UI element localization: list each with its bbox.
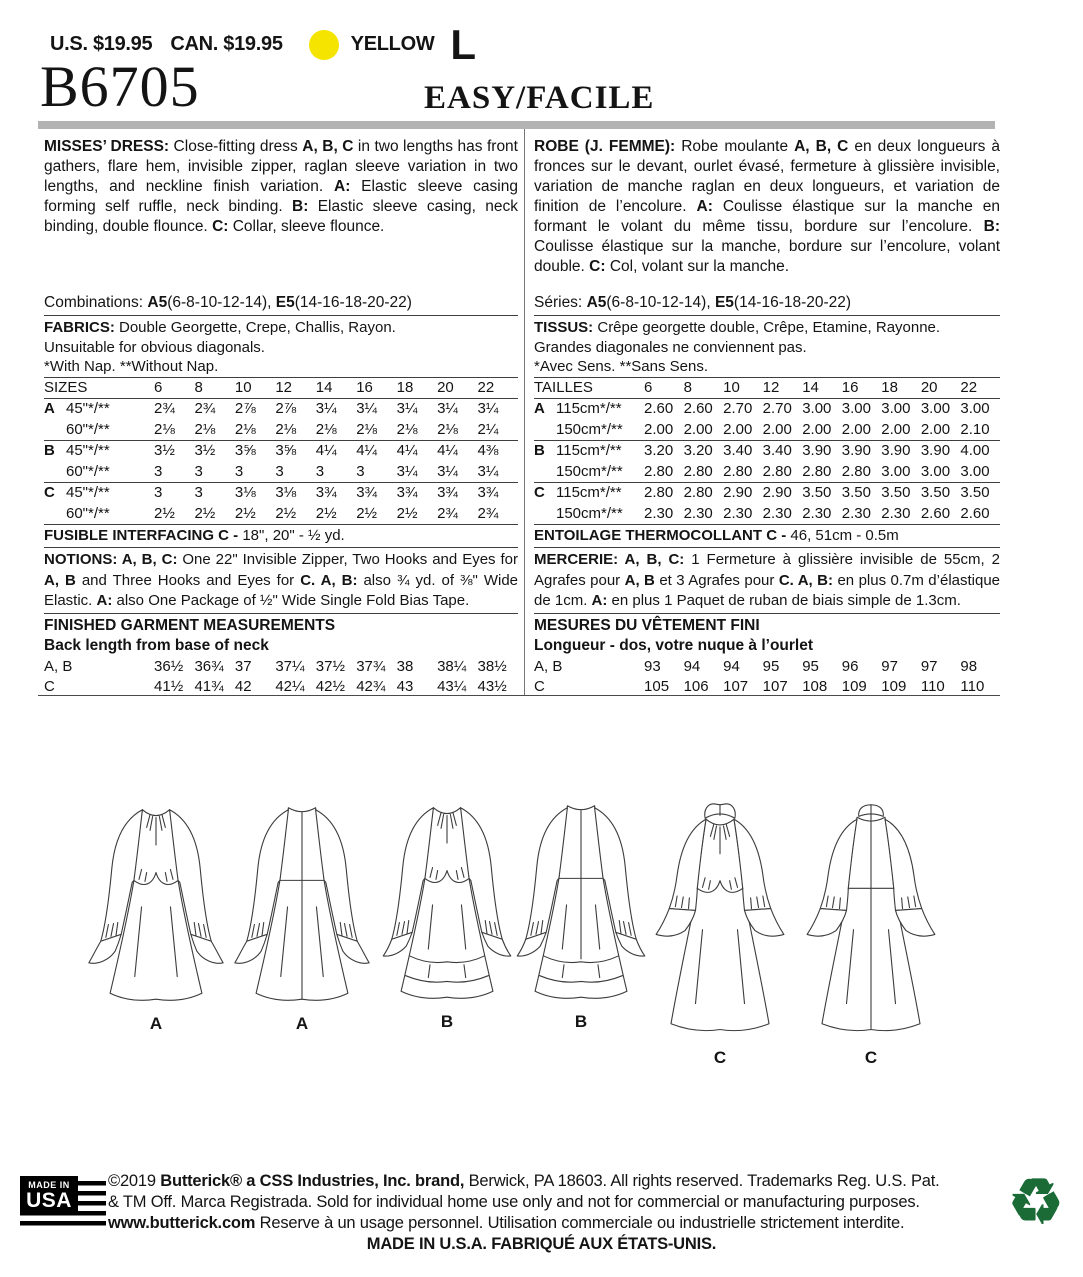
table-cell: 2.00 bbox=[683, 420, 713, 438]
dress-figure-b-front bbox=[379, 792, 515, 1032]
table-cell: 2⅛ bbox=[194, 420, 216, 438]
table-cell: 2.60 bbox=[960, 504, 990, 522]
table-cell: 3½ bbox=[154, 442, 175, 459]
table-cell: 2½ bbox=[356, 504, 378, 522]
table-cell: 43 bbox=[396, 678, 414, 695]
table-cell: 2.70 bbox=[762, 400, 792, 417]
table-cell: 3.50 bbox=[920, 484, 951, 501]
table-cell: 3 bbox=[154, 484, 163, 501]
table-cell: 109 bbox=[841, 678, 867, 695]
table-cell: 2.30 bbox=[802, 504, 832, 522]
fusible-interfacing-en: FUSIBLE INTERFACING C - 18", 20" - ½ yd. bbox=[44, 527, 345, 544]
yardage-table-fr bbox=[534, 377, 1000, 526]
table-cell: 4¼ bbox=[396, 442, 418, 459]
table-cell: 2.80 bbox=[683, 484, 713, 501]
difficulty-label: EASY/FACILE bbox=[424, 80, 655, 116]
table-cell: 8 bbox=[194, 378, 203, 396]
mesures-sub-fr: Longueur - dos, votre nuque à l’ourlet bbox=[534, 637, 814, 654]
pattern-number: B6705 bbox=[40, 54, 200, 119]
french-column bbox=[534, 137, 1000, 698]
table-cell: 94 bbox=[683, 657, 701, 675]
table-cell: A bbox=[44, 400, 55, 417]
table-cell: 2.70 bbox=[723, 400, 753, 417]
table-cell: 3⅝ bbox=[275, 442, 297, 459]
table-cell: 3⅛ bbox=[275, 484, 297, 501]
finished-table-en bbox=[44, 657, 518, 698]
table-cell: 106 bbox=[683, 678, 709, 695]
table-cell: 2.90 bbox=[762, 484, 792, 501]
table-cell: 12 bbox=[275, 378, 293, 396]
table-cell: 2.00 bbox=[723, 420, 753, 438]
color-name: YELLOW bbox=[350, 33, 435, 56]
table-cell: 3 bbox=[234, 462, 244, 480]
description-en: MISSES’ DRESS: Close-fitting dress A, B, C in two lengths has front gathers, flare hem, invisible zipper, raglan sleeve variation in two lengths, and neckline finish variation. A: Elastic sleeve casing forming self ruffle, neck binding. B: Elastic sleeve casing, neck binding, double flounce. C: Collar, sleeve flounce. bbox=[44, 138, 518, 235]
table-cell: 2.80 bbox=[723, 462, 753, 480]
table-cell: 18 bbox=[881, 378, 898, 396]
badge-line1: MADE IN bbox=[28, 1180, 70, 1190]
table-cell: 3.90 bbox=[881, 442, 911, 459]
table-cell: 2⅛ bbox=[234, 420, 256, 438]
table-cell: 107 bbox=[762, 678, 788, 695]
table-cell: 3.50 bbox=[802, 484, 832, 501]
table-cell bbox=[44, 504, 66, 525]
table-cell: 96 bbox=[841, 657, 859, 675]
table-cell: 2½ bbox=[315, 504, 337, 522]
table-cell: 2.00 bbox=[644, 420, 674, 438]
table-cell bbox=[44, 420, 66, 441]
table-cell: 95 bbox=[762, 657, 780, 675]
dress-line-art bbox=[513, 792, 649, 1006]
table-cell: 3 bbox=[356, 462, 365, 480]
table-cell: 3¼ bbox=[396, 400, 418, 417]
table-cell bbox=[534, 420, 556, 441]
table-cell: 3 bbox=[275, 462, 284, 480]
table-cell: 37 bbox=[234, 657, 252, 675]
table-cell: C bbox=[44, 678, 55, 695]
table-cell: 2¾ bbox=[477, 504, 499, 522]
table-cell: 4¼ bbox=[437, 442, 458, 459]
table-cell: 2⅛ bbox=[315, 420, 337, 438]
table-cell: 2.00 bbox=[762, 420, 792, 438]
table-cell: 3.40 bbox=[723, 442, 753, 459]
made-in-usa-badge bbox=[20, 1176, 106, 1232]
table-cell: 8 bbox=[683, 378, 692, 396]
table-cell: 3⅛ bbox=[234, 484, 256, 501]
table-cell: 3¾ bbox=[396, 484, 418, 501]
table-cell: 3.20 bbox=[644, 442, 674, 459]
table-cell: 2½ bbox=[275, 504, 297, 522]
table-cell: 3¼ bbox=[356, 400, 378, 417]
rule bbox=[44, 613, 518, 614]
table-cell: 42¼ bbox=[275, 678, 305, 695]
table-cell: 4⅜ bbox=[477, 442, 499, 459]
series-fr: Séries: A5(6-8-10-12-14), E5(14-16-18-20-22) bbox=[534, 294, 852, 311]
mesures-title-fr: MESURES DU VÊTEMENT FINI bbox=[534, 616, 760, 634]
table-cell: 3.00 bbox=[802, 400, 832, 417]
table-cell: 2.00 bbox=[881, 420, 911, 438]
dress-line-art bbox=[234, 794, 370, 1008]
description-fr: ROBE (J. FEMME): Robe moulante A, B, C en deux longueurs à fronces sur le devant, ourlet évasé, fermeture à glissière invisible, variation de manche raglan en deux longueurs, et variation de finition de l’encolure. A: Coulisse élastique sur la manche en formant le volant du même tissu, bordure sur l’encolure. B: Coulisse élastique sur la manche, bordure sur l’encolure, volant double. C: Col, volant sur la manche. bbox=[534, 138, 1000, 275]
table-cell: 10 bbox=[234, 378, 252, 396]
usa-flag-block bbox=[20, 1176, 78, 1214]
table-cell: 20 bbox=[920, 378, 938, 396]
table-cell: 97 bbox=[920, 657, 938, 675]
table-cell: 115cm*/** bbox=[556, 400, 622, 417]
table-cell: 2.80 bbox=[841, 462, 871, 480]
copyright-line3: www.butterick.com Reserve à un usage personnel. Utilisation commerciale ou industrielle strictement interdite. bbox=[108, 1214, 905, 1232]
table-cell: A bbox=[534, 400, 545, 417]
table-cell: 4¼ bbox=[356, 442, 378, 459]
table-cell: 2½ bbox=[194, 504, 216, 522]
table-cell: 16 bbox=[356, 378, 373, 396]
table-cell: 14 bbox=[315, 378, 333, 396]
table-cell: 43¼ bbox=[437, 678, 467, 695]
rule bbox=[44, 315, 518, 316]
table-cell: 3¾ bbox=[356, 484, 378, 501]
table-cell: 37½ bbox=[315, 657, 345, 675]
table-cell bbox=[534, 462, 556, 483]
table-cell: 37¾ bbox=[356, 657, 386, 675]
table-cell: 38 bbox=[396, 657, 414, 675]
fabrics-en: FABRICS: Double Georgette, Crepe, Challis, Rayon. Unsuitable for obvious diagonals. *With Nap. **Without Nap. bbox=[44, 319, 396, 375]
table-cell: 2¾ bbox=[194, 400, 216, 417]
dress-view-label: A bbox=[295, 1014, 309, 1033]
table-cell: 2.00 bbox=[802, 420, 832, 438]
dress-line-art bbox=[801, 800, 941, 1042]
table-cell: 3¼ bbox=[437, 400, 458, 417]
table-cell: 45"*/** bbox=[66, 442, 110, 459]
table-cell: C bbox=[534, 678, 545, 695]
table-cell: 60"*/** bbox=[66, 462, 110, 480]
notions-en: NOTIONS: A, B, C: One 22" Invisible Zipper, Two Hooks and Eyes for A, B and Three Hooks and Eyes for C. A, B: also ¾ yd. of ⅜" Wide Elastic. A: also One Package of ½" Wide Single Fold Bias Tape. bbox=[44, 551, 519, 609]
table-cell: 2.80 bbox=[683, 462, 713, 480]
table-cell: 42 bbox=[234, 678, 252, 695]
table-cell: 3½ bbox=[194, 442, 216, 459]
table-cell: 2.00 bbox=[841, 420, 871, 438]
table-cell: 2¾ bbox=[154, 400, 175, 417]
yardage-table-en bbox=[44, 377, 518, 526]
table-cell: 3¾ bbox=[437, 484, 458, 501]
rule bbox=[534, 547, 1000, 548]
dress-view-label: A bbox=[149, 1014, 163, 1033]
dress-view-label: B bbox=[574, 1012, 588, 1031]
table-cell: 43½ bbox=[477, 678, 507, 695]
table-cell: 2.30 bbox=[683, 504, 713, 522]
table-cell: 108 bbox=[802, 678, 828, 695]
table-cell: 38½ bbox=[477, 657, 507, 675]
dress-view-label: B bbox=[440, 1012, 454, 1031]
dress-line-art bbox=[88, 794, 224, 1008]
table-cell: 105 bbox=[644, 678, 670, 695]
copyright-line1: ©2019 Butterick® a CSS Industries, Inc. brand, Berwick, PA 18603. All rights reserved. Trademarks Reg. U.S. Pat. bbox=[108, 1172, 940, 1190]
table-cell: TAILLES bbox=[534, 378, 593, 396]
made-in-usa-line: MADE IN U.S.A. FABRIQUÉ AUX ÉTATS-UNIS. bbox=[366, 1235, 717, 1253]
table-cell: 94 bbox=[723, 657, 740, 675]
table-cell: 2.30 bbox=[841, 504, 871, 522]
dress-figure-a-back bbox=[234, 794, 370, 1034]
table-cell: 3¼ bbox=[437, 462, 458, 480]
table-cell: 2¾ bbox=[437, 504, 458, 522]
table-cell: 2.90 bbox=[723, 484, 753, 501]
finished-title-en: FINISHED GARMENT MEASUREMENTS bbox=[44, 616, 336, 634]
recycle-icon: ♻ bbox=[1008, 1168, 1064, 1237]
rule bbox=[44, 547, 518, 548]
column-divider bbox=[524, 129, 525, 695]
table-cell: 60"*/** bbox=[66, 420, 110, 438]
table-cell: 2¼ bbox=[477, 420, 499, 438]
table-cell: C bbox=[534, 484, 545, 501]
table-cell: 3.00 bbox=[881, 400, 911, 417]
table-cell: 14 bbox=[802, 378, 819, 396]
table-cell: 3.50 bbox=[881, 484, 911, 501]
table-cell: 2.30 bbox=[881, 504, 911, 522]
table-cell: 60"*/** bbox=[66, 504, 110, 522]
dress-figure-c-back bbox=[801, 800, 941, 1068]
copyright-line2: & TM Off. Marca Registrada. Sold for individual home use only and not for commercial or manufacturing purposes. bbox=[108, 1193, 920, 1211]
table-cell: 22 bbox=[960, 378, 978, 396]
table-cell: 2⅞ bbox=[234, 400, 256, 417]
table-cell: 150cm*/** bbox=[556, 504, 623, 522]
entoilage-fr: ENTOILAGE THERMOCOLLANT C - 46, 51cm - 0.5m bbox=[534, 527, 899, 544]
table-cell: 42½ bbox=[315, 678, 345, 695]
table-cell: 2.80 bbox=[762, 462, 792, 480]
table-cell: 2⅛ bbox=[154, 420, 175, 438]
size-letter: L bbox=[450, 21, 476, 68]
table-cell: 2⅛ bbox=[356, 420, 378, 438]
dress-figure-a-front bbox=[88, 794, 224, 1034]
dress-figure-c-front bbox=[650, 800, 790, 1068]
table-cell: 150cm*/** bbox=[556, 462, 623, 480]
rule bbox=[534, 613, 1000, 614]
table-cell: 2.10 bbox=[960, 420, 990, 438]
table-cell: 2.60 bbox=[920, 504, 951, 522]
table-cell: 2.30 bbox=[723, 504, 753, 522]
header-divider-bar bbox=[38, 121, 995, 129]
table-cell: 18 bbox=[396, 378, 414, 396]
table-cell: 3.00 bbox=[960, 400, 990, 417]
mercerie-fr: MERCERIE: A, B, C: 1 Fermeture à glissière invisible de 55cm, 2 Agrafes pour A, B et 3 Agrafes pour C. A, B: en plus 0.7m d’élastique de 1cm. A: en plus 1 Paquet de ruban de biais simple de 1.3cm. bbox=[534, 551, 1001, 609]
table-cell: 3.90 bbox=[802, 442, 832, 459]
dress-figure-b-back bbox=[513, 792, 649, 1032]
table-cell: 4¼ bbox=[315, 442, 337, 459]
table-cell: 3¼ bbox=[477, 462, 499, 480]
table-cell: 3¼ bbox=[477, 400, 499, 417]
finished-sub-en: Back length from base of neck bbox=[44, 637, 269, 654]
table-cell: 115cm*/** bbox=[556, 484, 622, 501]
table-cell: 2½ bbox=[396, 504, 418, 522]
table-cell: 6 bbox=[644, 378, 653, 396]
table-cell: 2½ bbox=[154, 504, 175, 522]
table-cell: 2.00 bbox=[920, 420, 951, 438]
table-cell: 2⅛ bbox=[437, 420, 458, 438]
tissus-fr: TISSUS: Crêpe georgette double, Crêpe, Etamine, Rayonne. Grandes diagonales ne conviennent pas. *Avec Sens. **Sans Sens. bbox=[534, 319, 941, 375]
table-cell: C bbox=[44, 484, 55, 501]
table-cell: 36¾ bbox=[194, 657, 224, 675]
table-cell: 38¼ bbox=[437, 657, 467, 675]
rule bbox=[534, 315, 1000, 316]
table-cell: 150cm*/** bbox=[556, 420, 623, 438]
table-cell: 3.00 bbox=[920, 400, 951, 417]
table-cell: 2.30 bbox=[644, 504, 674, 522]
table-cell: 3 bbox=[154, 462, 163, 480]
table-cell: 115cm*/** bbox=[556, 442, 622, 459]
table-cell: 97 bbox=[881, 657, 898, 675]
dress-line-art bbox=[379, 792, 515, 1006]
table-cell: 16 bbox=[841, 378, 859, 396]
table-cell: 3.50 bbox=[960, 484, 990, 501]
table-cell: 41¾ bbox=[194, 678, 224, 695]
badge-line2: USA bbox=[26, 1189, 72, 1212]
table-cell: 3¾ bbox=[315, 484, 337, 501]
table-cell: 3⅝ bbox=[234, 442, 256, 459]
price-us: U.S. $19.95 bbox=[50, 33, 153, 56]
table-cell: 2.60 bbox=[644, 400, 674, 417]
table-cell: 110 bbox=[920, 678, 945, 695]
table-cell: 2⅛ bbox=[275, 420, 297, 438]
table-cell: 6 bbox=[154, 378, 163, 396]
table-cell: B bbox=[534, 442, 545, 459]
table-cell: 93 bbox=[644, 657, 661, 675]
table-cell: 22 bbox=[477, 378, 495, 396]
copyright-block bbox=[108, 1171, 998, 1234]
table-cell: 109 bbox=[881, 678, 907, 695]
table-cell: 95 bbox=[802, 657, 819, 675]
table-cell: 20 bbox=[437, 378, 454, 396]
table-cell: 3.50 bbox=[841, 484, 871, 501]
table-cell: 3.90 bbox=[920, 442, 951, 459]
table-cell: 3.20 bbox=[683, 442, 713, 459]
combinations-en: Combinations: A5(6-8-10-12-14), E5(14-16-18-20-22) bbox=[44, 294, 412, 311]
table-cell: 110 bbox=[960, 678, 985, 695]
table-cell: 42¾ bbox=[356, 678, 386, 695]
table-cell: B bbox=[44, 442, 55, 459]
finished-table-fr bbox=[534, 657, 1000, 698]
table-cell: 36½ bbox=[154, 657, 184, 675]
table-cell: 3 bbox=[194, 462, 203, 480]
table-cell: 2½ bbox=[234, 504, 256, 522]
table-cell bbox=[534, 504, 556, 525]
table-cell: 3.00 bbox=[960, 462, 990, 480]
table-cell: 107 bbox=[723, 678, 749, 695]
table-cell: 3.40 bbox=[762, 442, 792, 459]
table-cell: A, B bbox=[44, 657, 73, 675]
table-cell: 2.80 bbox=[802, 462, 832, 480]
table-cell: 3.90 bbox=[841, 442, 871, 459]
table-cell: 41½ bbox=[154, 678, 184, 695]
color-dot-icon bbox=[309, 30, 339, 60]
table-cell: 3¾ bbox=[477, 484, 499, 501]
table-cell: 98 bbox=[960, 657, 978, 675]
table-cell: 45"*/** bbox=[66, 400, 110, 417]
table-cell: 3.00 bbox=[841, 400, 871, 417]
table-cell: 2.80 bbox=[644, 462, 674, 480]
table-cell: 3 bbox=[194, 484, 203, 501]
table-cell: A, B bbox=[534, 657, 563, 675]
table-cell: SIZES bbox=[44, 378, 88, 396]
table-cell: 3.00 bbox=[920, 462, 951, 480]
table-cell: 12 bbox=[762, 378, 780, 396]
dress-line-art bbox=[650, 800, 790, 1042]
table-cell: 37¼ bbox=[275, 657, 305, 675]
table-cell: 2⅛ bbox=[396, 420, 418, 438]
table-cell bbox=[44, 462, 66, 483]
table-cell: 45"*/** bbox=[66, 484, 110, 501]
table-cell: 3.00 bbox=[881, 462, 911, 480]
table-cell: 4.00 bbox=[960, 442, 990, 459]
english-column bbox=[44, 137, 518, 698]
price-can: CAN. $19.95 bbox=[170, 33, 283, 56]
table-cell: 3¼ bbox=[315, 400, 337, 417]
table-cell: 2⅞ bbox=[275, 400, 297, 417]
dress-view-label: C bbox=[713, 1048, 727, 1067]
table-cell: 3 bbox=[315, 462, 325, 480]
table-cell: 3¼ bbox=[396, 462, 418, 480]
table-cell: 10 bbox=[723, 378, 740, 396]
table-cell: 2.30 bbox=[762, 504, 792, 522]
table-cell: 2.80 bbox=[644, 484, 674, 501]
table-cell: 2.60 bbox=[683, 400, 713, 417]
dress-view-label: C bbox=[864, 1048, 878, 1067]
